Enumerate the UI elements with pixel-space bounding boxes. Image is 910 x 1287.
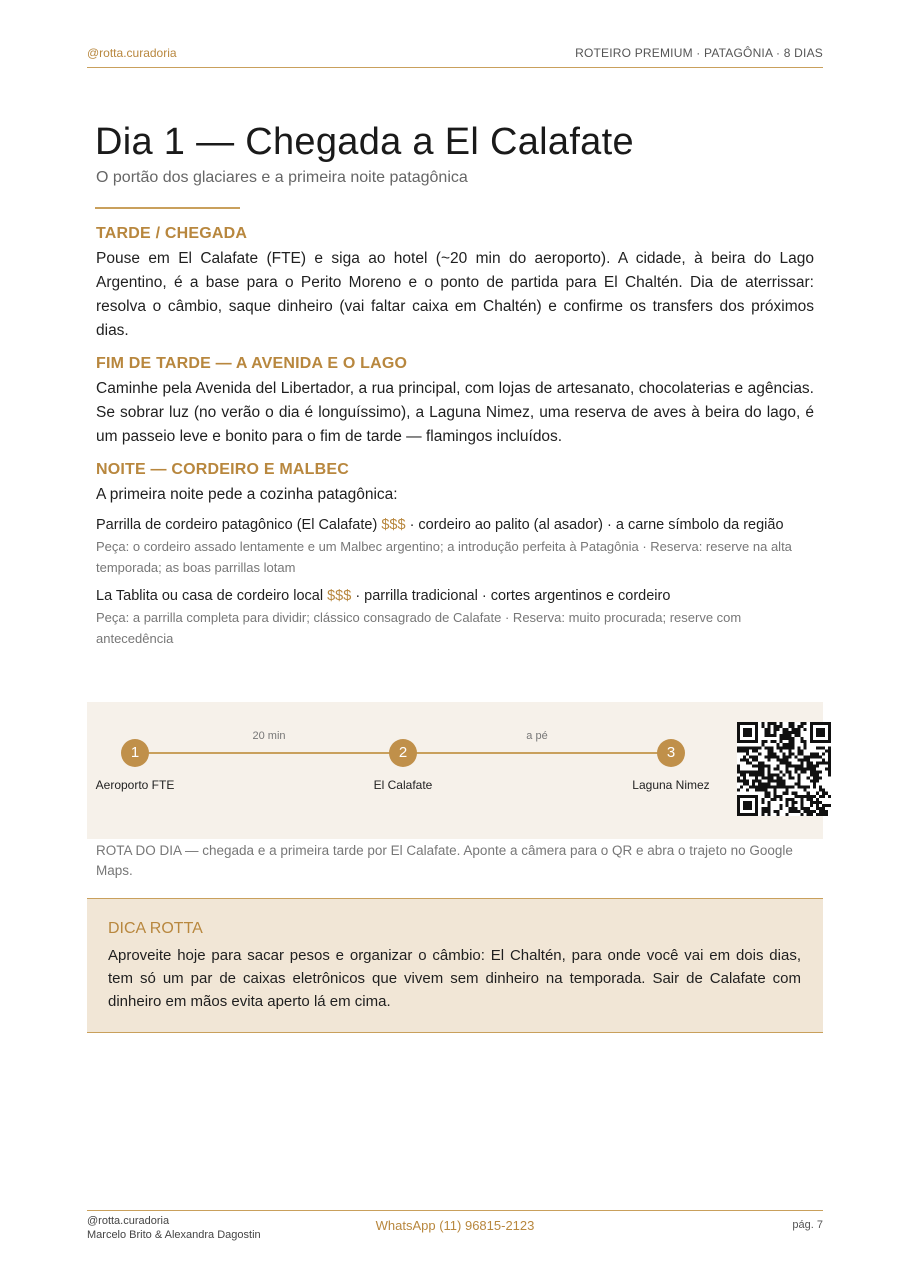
restaurant-name: Parrilla de cordeiro patagônico (El Calafate) [96,517,378,533]
route-segment-label: a pé [526,730,548,742]
restaurant-description: · cordeiro ao palito (al asador) · a carne símbolo da região [409,517,784,533]
page-subtitle: O portão dos glaciares e a primeira noite patagônica [96,169,468,186]
section-heading-afternoon: TARDE / CHEGADA [96,225,248,242]
section-text-night: A primeira noite pede a cozinha patagônica: [96,486,398,503]
route-map [87,702,823,839]
route-stop-label: El Calafate [373,778,433,792]
restaurant-item [96,515,814,578]
title-divider [95,207,240,209]
restaurant-note: Peça: o cordeiro assado lentamente e um Malbec argentino; a introdução perfeita à Patagônia · Reserva: reserve na alta temporada; as boas parrillas lotam [96,539,792,575]
page-footer [87,1210,823,1251]
footer-authors: Marcelo Brito & Alexandra Dagostin [87,1229,261,1241]
footer-whatsapp-link[interactable]: WhatsApp (11) 96815-2123 [375,1218,535,1233]
restaurant-price: $$$ [381,517,406,533]
restaurant-note: Peça: a parrilla completa para dividir; clássico consagrado de Calafate · Reserva: muito procurada; reserve com antecedência [96,610,742,646]
header-guide-title: ROTEIRO PREMIUM · PATAGÔNIA · 8 DIAS [575,46,823,60]
section-heading-night: NOITE — CORDEIRO E MALBEC [96,461,350,478]
restaurant-price: $$$ [327,588,352,604]
qr-code-icon[interactable] [737,722,831,816]
route-segment-label: 20 min [252,730,286,742]
section-heading-evening: FIM DE TARDE — A AVENIDA E O LAGO [96,355,408,372]
page-number: pág. 7 [792,1219,823,1231]
page-header [87,46,823,68]
day-content [96,223,814,649]
page-title: Dia 1 — Chegada a El Calafate [95,121,634,163]
section-text-evening: Caminhe pela Avenida del Libertador, a rua principal, com lojas de artesanato, chocolaterias e agências. Se sobrar luz (no verão o dia é longuíssimo), a Laguna Nimez, uma reserva de aves à beira do lago, é um passeio leve e bonito para o fim de tarde — flamingos incluídos. [96,380,814,445]
route-stop-label: Aeroporto FTE [95,778,175,792]
tip-text: Aproveite hoje para sacar pesos e organizar o câmbio: El Chaltén, para onde você vai em dois dias, tem só um par de caixas eletrônicos que vivem sem dinheiro na temporada. Sair de Calafate com dinheiro em mãos evita aperto lá em cima. [108,947,801,1010]
tip-box [87,898,823,1033]
route-caption: ROTA DO DIA — chegada e a primeira tarde por El Calafate. Aponte a câmera para o QR e abra o trajeto no Google Maps. [96,843,793,878]
route-stop-marker: 2 [389,739,417,767]
restaurant-description: · parrilla tradicional · cortes argentinos e cordeiro [355,588,671,604]
section-text-afternoon: Pouse em El Calafate (FTE) e siga ao hotel (~20 min do aeroporto). A cidade, à beira do Lago Argentino, é a base para o Perito Moreno e o ponto de partida para El Chaltén. Dia de aterrissar: resolva o câmbio, saque dinheiro (vai faltar caixa em Chaltén) e confirme os transfers dos próximos dias. [96,250,814,339]
route-stop-label: Laguna Nimez [632,778,710,792]
restaurant-item [96,586,814,649]
tip-title: DICA ROTTA [108,920,203,937]
restaurant-name: La Tablita ou casa de cordeiro local [96,588,324,604]
header-handle: @rotta.curadoria [87,46,177,60]
route-stop-marker: 3 [657,739,685,767]
route-stop-marker: 1 [121,739,149,767]
footer-handle: @rotta.curadoria [87,1215,170,1227]
